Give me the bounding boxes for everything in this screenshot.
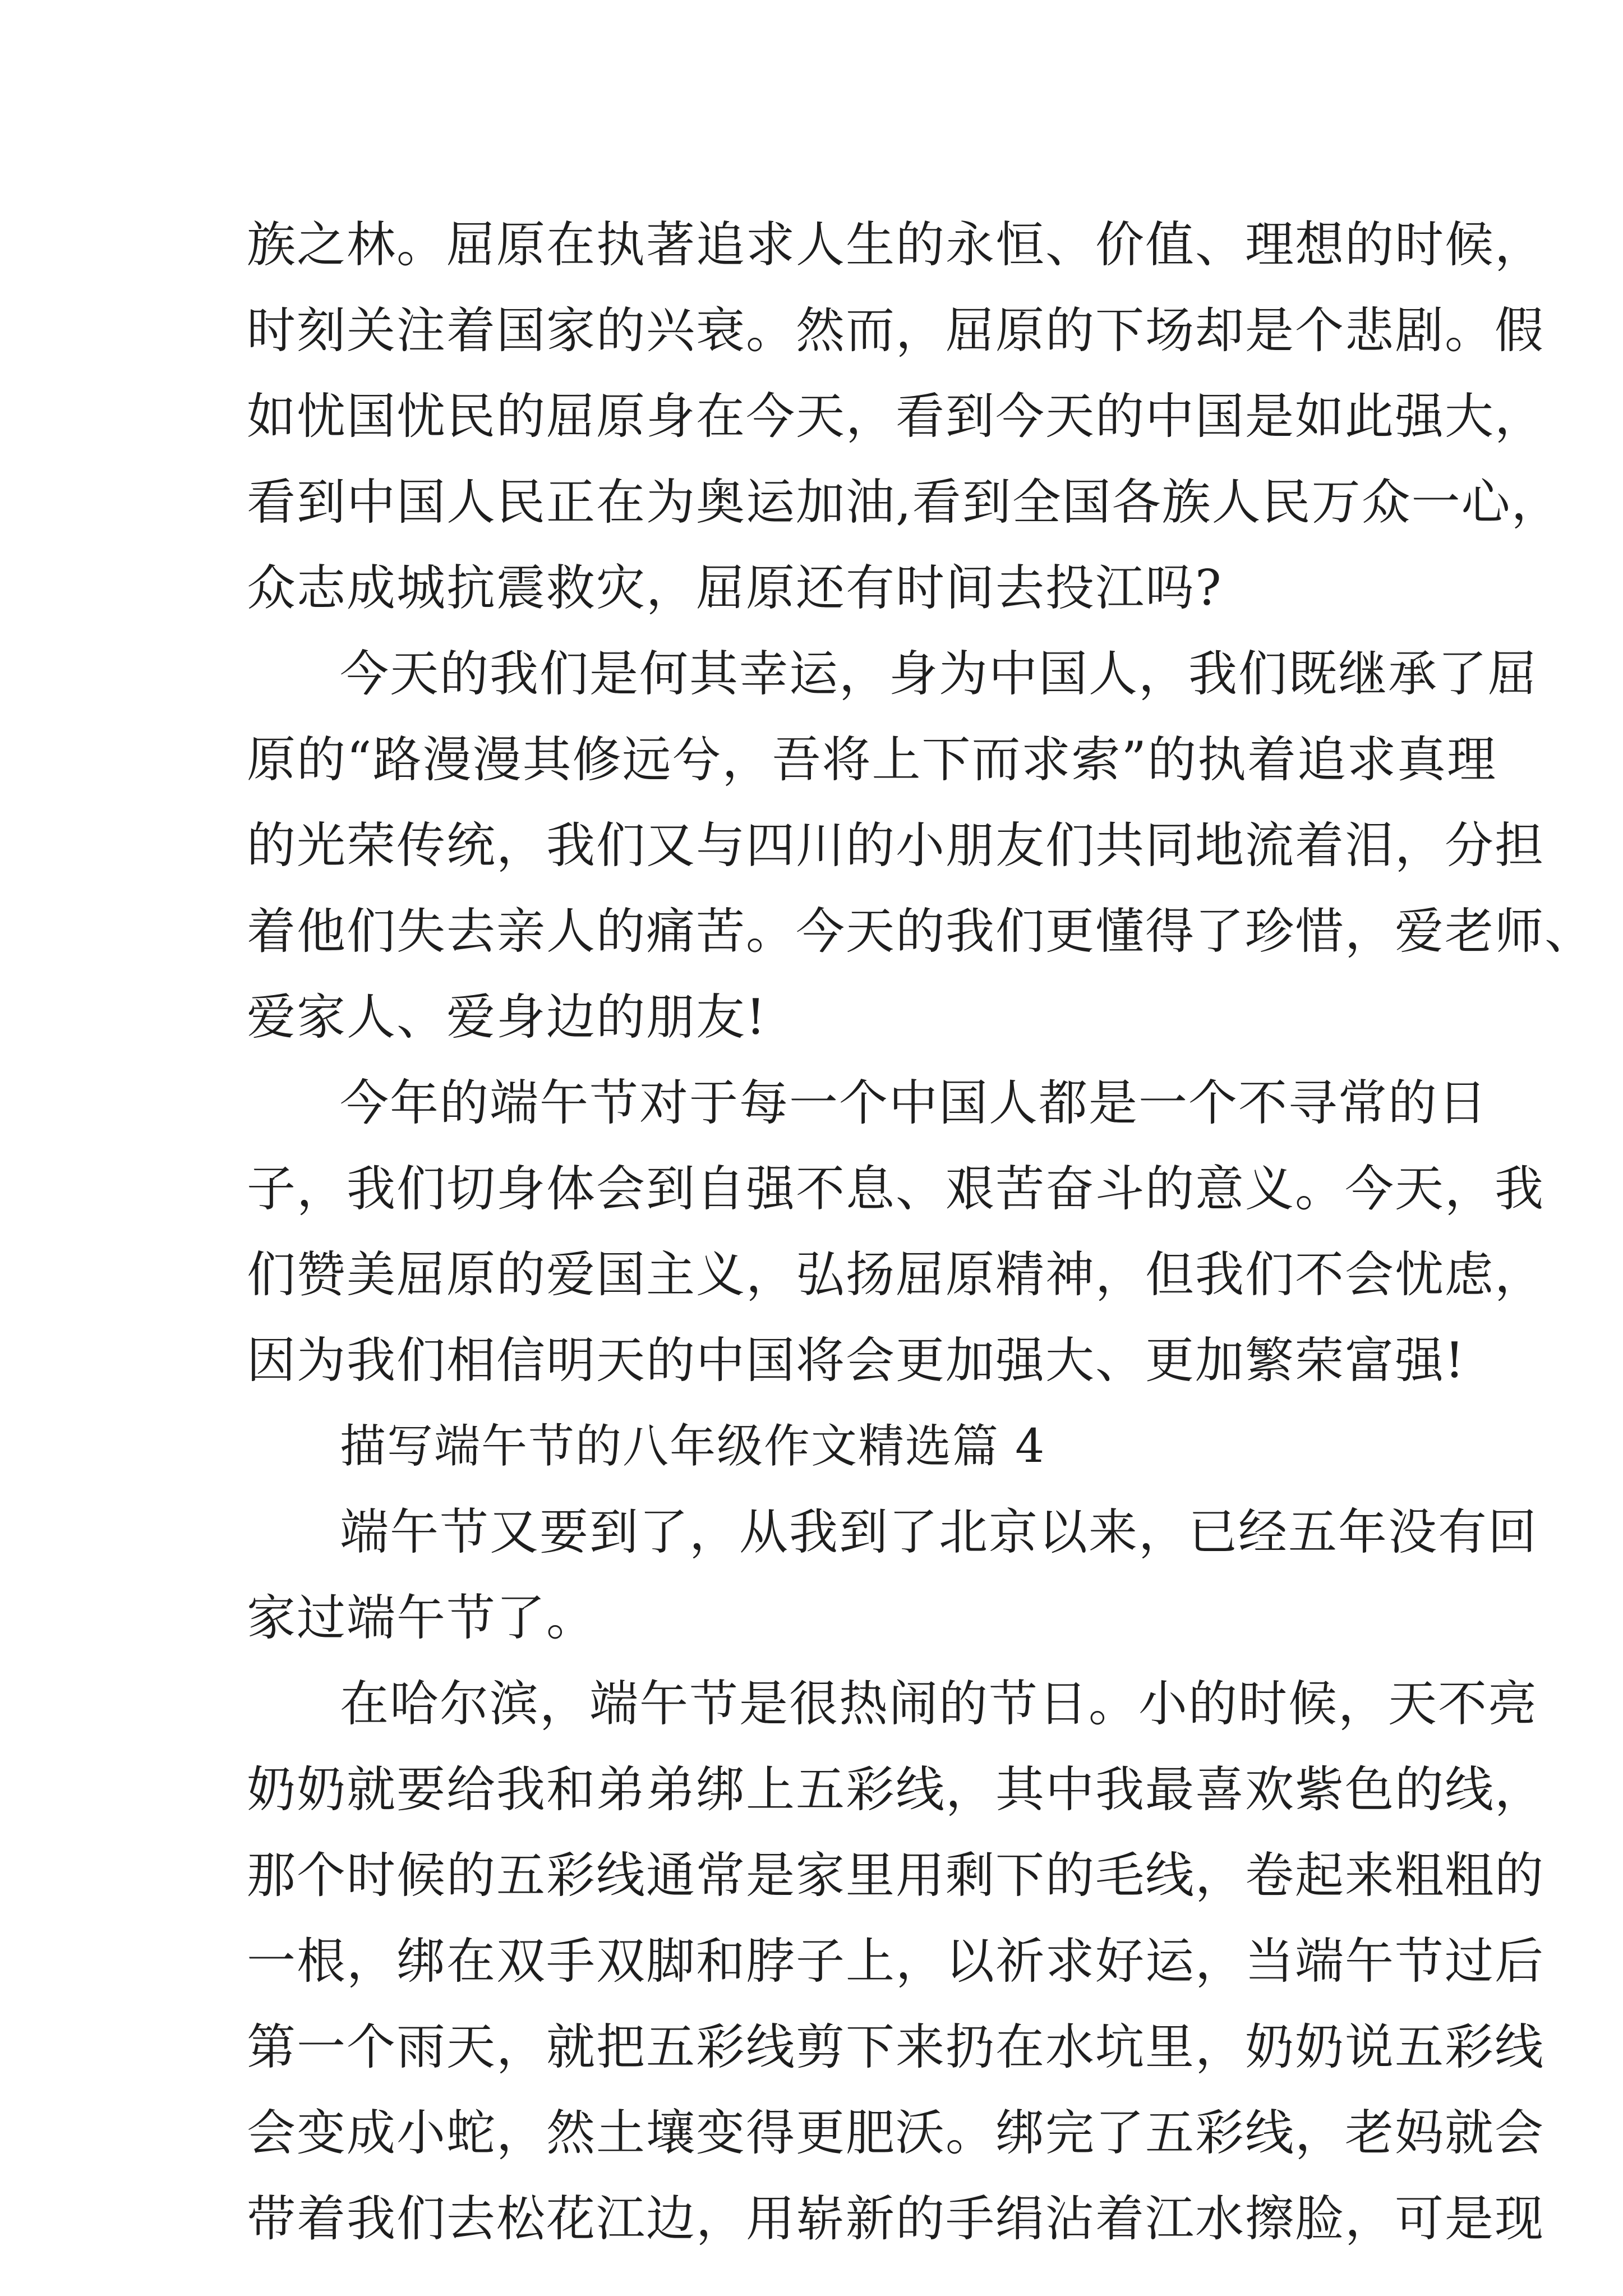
text-line: 时刻关注着国家的兴衰。然而，屈原的下场却是个悲剧。假 <box>247 302 1544 359</box>
text-line: 族之林。屈原在执著追求人生的永恒、价值、理想的时候， <box>247 216 1544 273</box>
text-line: 那个时候的五彩线通常是家里用剩下的毛线，卷起来粗粗的 <box>247 1847 1544 1904</box>
text-line: 们赞美屈原的爱国主义，弘扬屈原精神，但我们不会忧虑， <box>247 1246 1544 1303</box>
text-line: 的光荣传统，我们又与四川的小朋友们共同地流着泪，分担 <box>247 817 1544 874</box>
body-text <box>247 202 1594 2262</box>
text-line: 看到中国人民正在为奥运加油,看到全国各族人民万众一心， <box>247 473 1561 531</box>
text-line: 子，我们切身体会到自强不息、艰苦奋斗的意义。今天，我 <box>247 1160 1544 1217</box>
text-line: 一根，绑在双手双脚和脖子上，以祈求好运，当端午节过后 <box>247 1932 1544 1990</box>
text-line: 爱家人、爱身边的朋友! <box>247 988 767 1046</box>
text-line: 如忧国忧民的屈原身在今天，看到今天的中国是如此强大， <box>247 388 1544 445</box>
section-heading: 描写端午节的八年级作文精选篇 4 <box>340 1420 1046 1473</box>
paragraph-first-line: 端午节又要到了，从我到了北京以来，已经五年没有回 <box>340 1503 1538 1561</box>
text-line: 因为我们相信明天的中国将会更加强大、更加繁荣富强! <box>247 1332 1465 1389</box>
paragraph-first-line: 今年的端午节对于每一个中国人都是一个不寻常的日 <box>340 1074 1488 1131</box>
paragraph-first-line: 今天的我们是何其幸运，身为中国人，我们既继承了屈 <box>340 645 1538 702</box>
text-line: 会变成小蛇，然土壤变得更肥沃。绑完了五彩线，老妈就会 <box>247 2104 1544 2161</box>
text-line: 着他们失去亲人的痛苦。今天的我们更懂得了珍惜，爱老师、 <box>247 903 1594 960</box>
text-line: 原的“路漫漫其修远兮，吾将上下而求索”的执着追求真理 <box>247 731 1497 788</box>
paragraph-first-line: 在哈尔滨，端午节是很热闹的节日。小的时候，天不亮 <box>340 1675 1538 1732</box>
text-line: 众志成城抗震救灾，屈原还有时间去投江吗? <box>247 559 1223 616</box>
text-line: 第一个雨天，就把五彩线剪下来扔在水坑里，奶奶说五彩线 <box>247 2018 1544 2076</box>
text-line: 奶奶就要给我和弟弟绑上五彩线，其中我最喜欢紫色的线， <box>247 1761 1544 1818</box>
text-line: 带着我们去松花江边，用崭新的手绢沾着江水擦脸，可是现 <box>247 2190 1544 2247</box>
text-line: 家过端午节了。 <box>247 1589 596 1646</box>
